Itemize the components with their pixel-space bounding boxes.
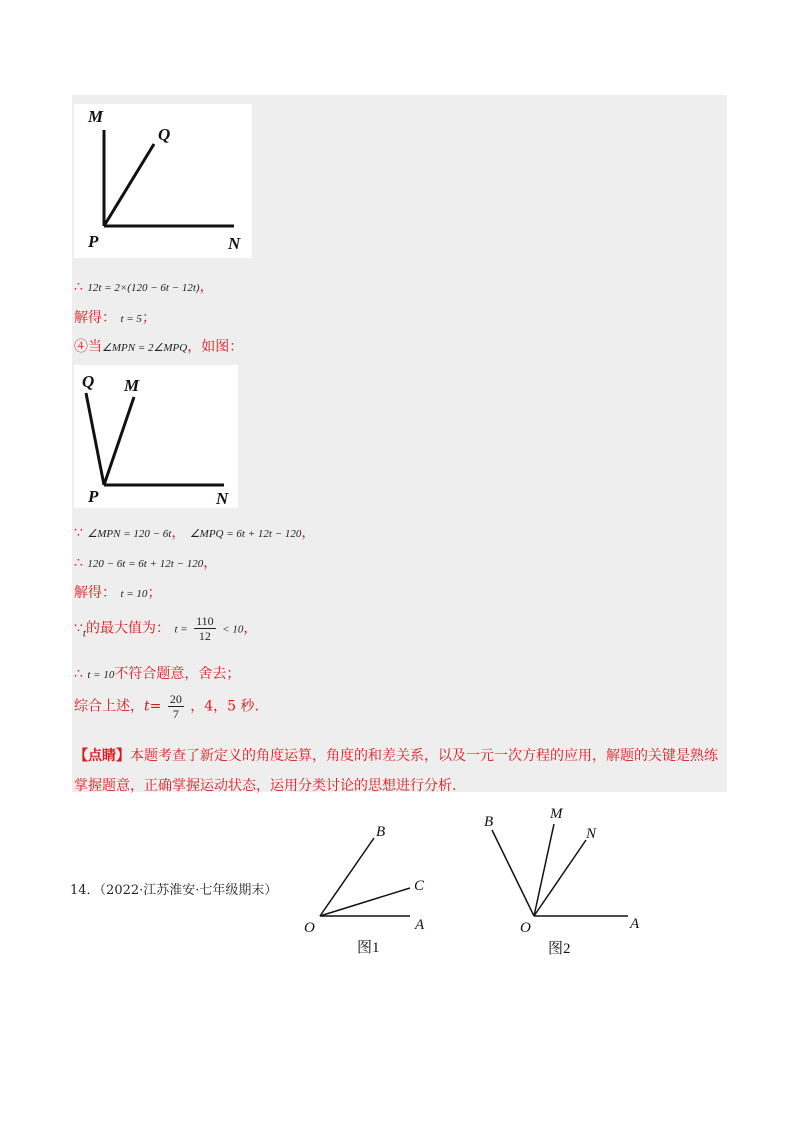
label-c: C — [414, 878, 425, 894]
figure-2-angle-bom — [482, 800, 652, 965]
label-o: O — [304, 920, 315, 936]
label-p: P — [88, 232, 99, 251]
ray-ob — [492, 830, 534, 916]
figure-angle-mpq — [74, 104, 252, 258]
figure-1-caption: 图1 — [357, 940, 380, 956]
label-a: A — [630, 916, 640, 932]
because-step-2: $\because_t$的最大值为： t = $\frac{110}{12}$ < 10， — [74, 614, 258, 643]
summary-line: 综合上述，t= $\frac{20}{7}$ ，4，5 秒. — [74, 692, 259, 721]
figure-angle-qpm — [74, 365, 238, 508]
figure-2-caption: 图2 — [548, 941, 571, 957]
case-4-heading: ④当∠MPN = 2∠MPQ，如图： — [74, 339, 244, 355]
question-14-heading: 14．（2022·江苏淮安·七年级期末） — [70, 883, 278, 898]
fraction-110-12: $\frac{110}{12}$ — [196, 614, 214, 643]
label-p: P — [88, 487, 99, 506]
dianjing-line-2: 掌握题意，正确掌握运动状态，运用分类讨论的思想进行分析. — [74, 778, 457, 794]
step-solution-2: 解得： t = 10； — [74, 585, 162, 601]
label-m: M — [124, 376, 140, 395]
label-m: M — [88, 107, 104, 126]
ray-pq — [104, 144, 154, 226]
label-m: M — [550, 806, 563, 822]
step-solution-1: 解得： t = 5； — [74, 310, 156, 326]
label-a: A — [415, 917, 425, 933]
because-step-1: ∵ ∠MPN = 120 − 6t， ∠MPQ = 6t + 12t − 120， — [74, 525, 316, 541]
step-equation-2: ∴ 120 − 6t = 6t + 12t − 120， — [74, 555, 218, 571]
dianjing-line-1: 【点睛】本题考查了新定义的角度运算，角度的和差关系，以及一元一次方程的应用，解题的关键是熟练 — [74, 748, 718, 764]
label-b: B — [376, 824, 386, 840]
ray-pq — [86, 393, 104, 485]
therefore-step-2: ∴ t = 10不符合题意，舍去； — [74, 666, 241, 682]
ray-ob — [320, 838, 374, 916]
step-equation-1: ∴ 12t = 2×(120 − 6t − 12t)， — [74, 279, 214, 295]
label-q: Q — [158, 125, 171, 144]
label-n: N — [216, 489, 229, 508]
figure-1-angle-boc — [302, 812, 442, 962]
ray-oc — [320, 888, 410, 916]
label-n: N — [228, 234, 241, 253]
fraction-20-7: $\frac{20}{7}$ — [169, 692, 182, 721]
label-n: N — [586, 826, 597, 842]
label-o: O — [520, 920, 531, 936]
label-q: Q — [82, 372, 95, 391]
label-b: B — [484, 814, 494, 830]
ray-pm — [104, 397, 134, 485]
